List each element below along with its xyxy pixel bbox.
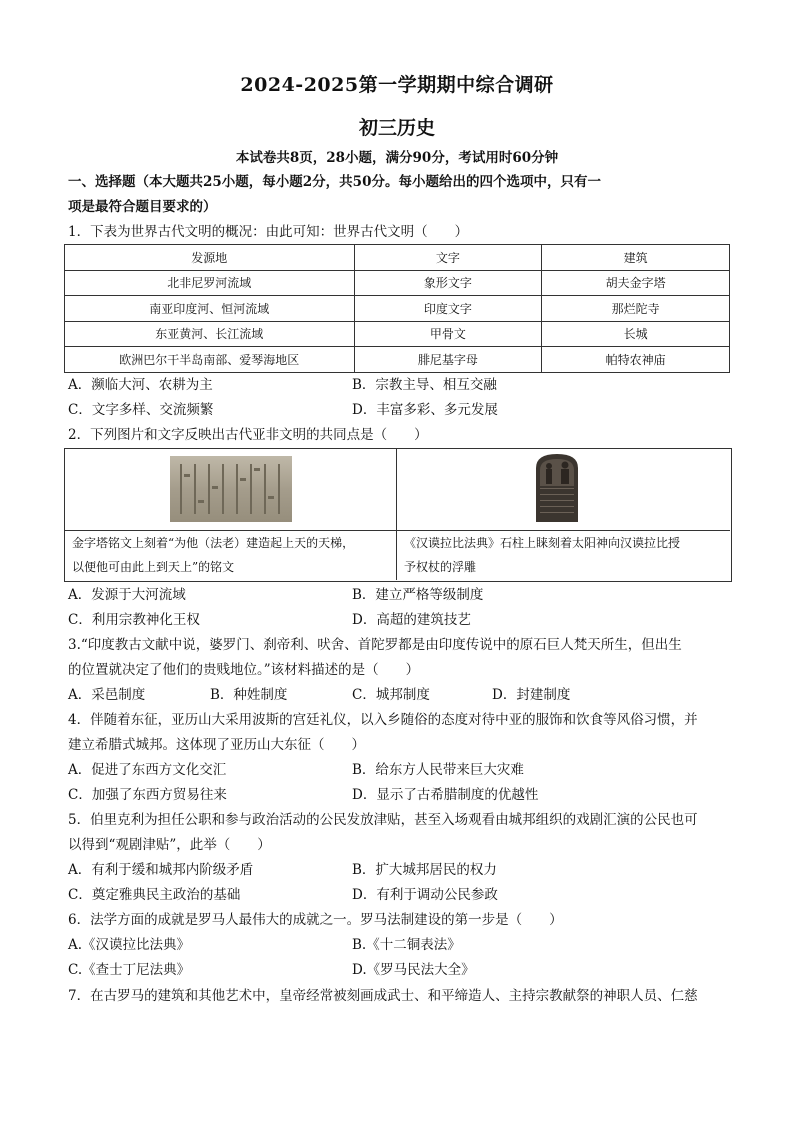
table-row: [65, 321, 730, 347]
exam-subject: 初三历史: [358, 117, 435, 139]
q1-stem: 1．下表为世界古代文明的概况：由此可知：世界古代文明（ ）: [68, 224, 469, 240]
q3-option-c[interactable]: C．城邦制度: [352, 687, 430, 703]
hammurabi-stele-image: [530, 452, 584, 522]
table-header-cell: 文字: [354, 245, 542, 271]
q4-stem-line1: 4．伴随着东征，亚历山大采用波斯的宫廷礼仪，以入乡随俗的态度对待中亚的服饰和饮食等风俗习惯，并: [68, 712, 698, 728]
q6-option-d[interactable]: D.《罗马民法大全》: [352, 962, 475, 978]
table-cell: 那烂陀寺: [542, 296, 730, 322]
q5-option-b[interactable]: B．扩大城邦居民的权力: [352, 862, 497, 878]
q1-table: [64, 244, 730, 373]
exam-info: 本试卷共8页，28小题，满分90分，考试用时60分钟: [235, 150, 559, 166]
q4-option-a[interactable]: A．促进了东西方文化交汇: [68, 762, 227, 778]
table-cell: 象形文字: [354, 270, 542, 296]
q4-stem-line2: 建立希腊式城邦。这体现了亚历山大东征（ ）: [68, 737, 365, 753]
q2-caption-left-line1: 金字塔铭文上刻着“为他（法老）建造起上天的天梯，: [72, 536, 355, 550]
q3-stem-line1: 3.“印度教古文献中说，婆罗门、刹帝利、吠舍、首陀罗都是由印度传说中的原石巨人梵天所生，但出生: [68, 637, 682, 653]
table-cell: 印度文字: [354, 296, 542, 322]
pyramid-inscription-image: [170, 456, 292, 522]
q1-option-d[interactable]: D．丰富多彩、多元发展: [352, 402, 498, 418]
q4-option-c[interactable]: C．加强了东西方贸易往来: [68, 787, 227, 803]
q2-caption-right-line1: 《汉谟拉比法典》石柱上睐刻着太阳神向汉谟拉比授: [404, 536, 681, 550]
q4-option-b[interactable]: B．给东方人民带来巨大灾难: [352, 762, 524, 778]
q4-option-d[interactable]: D．显示了古希腊制度的优越性: [352, 787, 539, 803]
q3-stem-line2: 的位置就决定了他们的贵贱地位。”该材料描述的是（ ）: [68, 662, 420, 678]
table-header-row: [65, 245, 730, 271]
q2-material-divider: [396, 448, 397, 580]
q2-caption-left-line2: 以便他可由此上到天上”的铭文: [72, 560, 235, 574]
q6-option-a[interactable]: A.《汉谟拉比法典》: [68, 937, 191, 953]
table-cell: 甲骨文: [354, 321, 542, 347]
q2-option-c[interactable]: C．利用宗教神化王权: [68, 612, 200, 628]
q7-stem: 7．在古罗马的建筑和其他艺术中，皇帝经常被刻画成武士、和平缔造人、主持宗教献祭的神职人员、仁慈: [68, 988, 698, 1004]
table-cell: 北非尼罗河流域: [65, 270, 355, 296]
table-header-cell: 建筑: [542, 245, 730, 271]
table-cell: 欧洲巴尔干半岛南部、爱琴海地区: [65, 347, 355, 373]
table-cell: 南亚印度河、恒河流域: [65, 296, 355, 322]
table-row: [65, 270, 730, 296]
q2-option-a[interactable]: A．发源于大河流域: [68, 587, 186, 603]
q5-stem-line2: 以得到“观剧津贴”，此举（ ）: [68, 837, 271, 853]
table-row: [65, 347, 730, 373]
q2-option-d[interactable]: D．高超的建筑技艺: [352, 612, 471, 628]
q1-option-b[interactable]: B．宗教主导、相互交融: [352, 377, 497, 393]
q5-stem-line1: 5．伯里克利为担任公职和参与政治活动的公民发放津贴，甚至入场观看由城邦组织的戏剧汇演的公民也可: [68, 812, 698, 828]
section-heading-line1: 一、选择题（本大题共25小题，每小题2分，共50分。每小题给出的四个选项中，只有一: [68, 174, 601, 190]
q3-option-d[interactable]: D．封建制度: [492, 687, 571, 703]
q6-option-c[interactable]: C.《查士丁尼法典》: [68, 962, 191, 978]
table-cell: 长城: [542, 321, 730, 347]
q5-option-a[interactable]: A．有利于缓和城邦内阶级矛盾: [68, 862, 254, 878]
q3-option-b[interactable]: B．种姓制度: [210, 687, 288, 703]
q5-option-c[interactable]: C．奠定雅典民主政治的基础: [68, 887, 241, 903]
q2-stem: 2．下列图片和文字反映出古代亚非文明的共同点是（ ）: [68, 427, 428, 443]
q6-stem: 6．法学方面的成就是罗马人最伟大的成就之一。罗马法制建设的第一步是（ ）: [68, 912, 563, 928]
q2-caption-right-line2: 予权杖的浮雕: [404, 560, 477, 574]
q3-option-a[interactable]: A．采邑制度: [68, 687, 146, 703]
q5-option-d[interactable]: D．有利于调动公民参政: [352, 887, 498, 903]
table-cell: 胡夫金字塔: [542, 270, 730, 296]
table-cell: 东亚黄河、长江流域: [65, 321, 355, 347]
section-heading-line2: 项是最符合题目要求的）: [68, 199, 217, 215]
q1-option-a[interactable]: A．濒临大河、农耕为主: [68, 377, 213, 393]
q1-option-c[interactable]: C．文字多样、交流频繁: [68, 402, 214, 418]
table-header-cell: 发源地: [65, 245, 355, 271]
table-row: [65, 296, 730, 322]
table-cell: 腓尼基字母: [354, 347, 542, 373]
q6-option-b[interactable]: B.《十二铜表法》: [352, 937, 461, 953]
q2-option-b[interactable]: B．建立严格等级制度: [352, 587, 484, 603]
exam-title: 2024-2025第一学期期中综合调研: [240, 74, 554, 96]
table-cell: 帕特农神庙: [542, 347, 730, 373]
